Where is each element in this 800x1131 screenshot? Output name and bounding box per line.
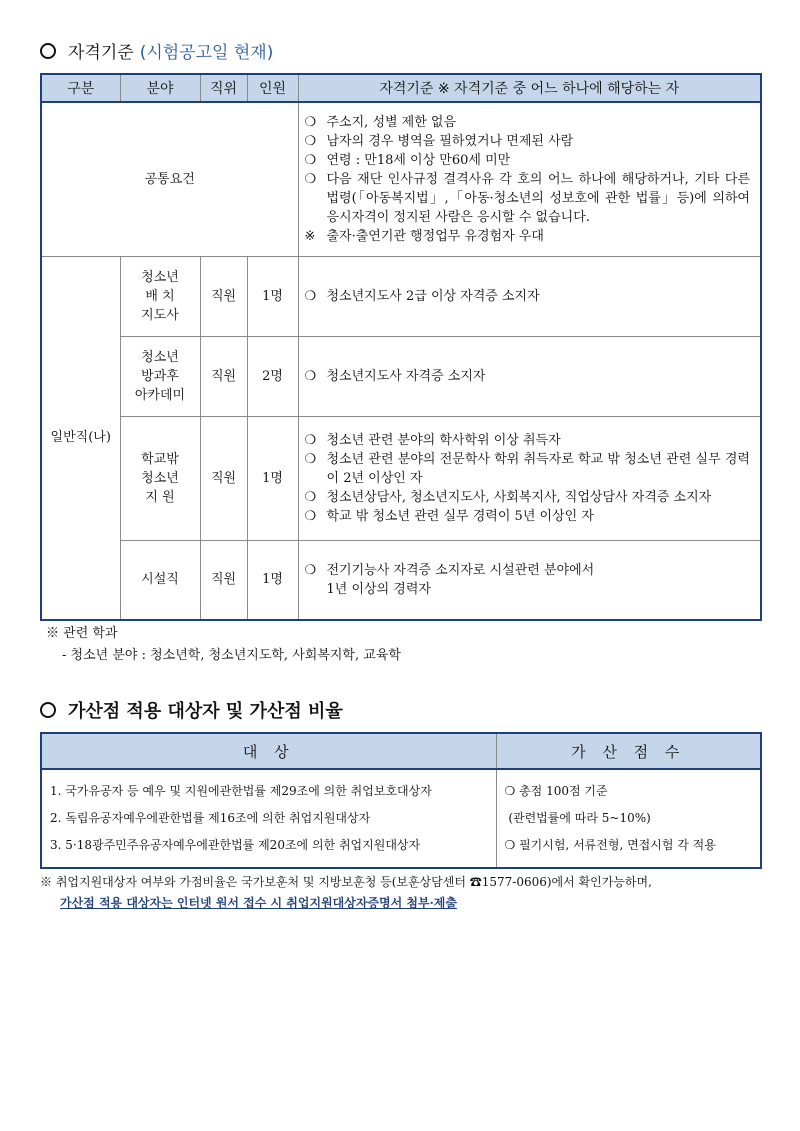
header-headcount: 인원 xyxy=(247,74,298,102)
bonus-points-table xyxy=(40,732,762,869)
table-row xyxy=(41,256,761,336)
field-cell: 청소년 배 치 지도사 xyxy=(120,256,200,336)
list-item: ❍ 청소년지도사 자격증 소지자 xyxy=(304,368,486,384)
table-row xyxy=(41,769,761,868)
section-title-text: 자격기준 xyxy=(68,43,134,63)
header-points: 가 산 점 수 xyxy=(496,733,761,769)
common-requirements xyxy=(298,102,761,256)
list-item: ❍ 학교 밖 청소년 관련 실무 경력이 5년 이상인 자 xyxy=(304,508,594,524)
position-cell: 직원 xyxy=(200,416,247,540)
table-row xyxy=(41,336,761,416)
count-cell: 1명 xyxy=(247,416,298,540)
requirement-cell xyxy=(298,416,761,540)
header-category: 구분 xyxy=(41,74,120,102)
list-item: ❍ 남자의 경우 병역을 필하였거나 면제된 사람 xyxy=(304,133,574,149)
header-field: 분야 xyxy=(120,74,200,102)
table-row xyxy=(41,416,761,540)
qualification-table xyxy=(40,73,762,621)
common-label: 공통요건 xyxy=(41,102,298,256)
table-header-row xyxy=(41,74,761,102)
field-cell: 시설직 xyxy=(120,540,200,620)
count-cell: 1명 xyxy=(247,540,298,620)
footer-note: ※ 취업지원대상자 여부와 가점비율은 국가보훈처 및 지방보훈청 등(보훈상담센터 ☎1577-0606)에서 확인가능하며, xyxy=(40,875,652,889)
field-cell: 청소년 방과후 아카데미 xyxy=(120,336,200,416)
list-item: ❍ 필기시험, 서류전형, 면접시험 각 적용 xyxy=(504,838,716,852)
list-item: ❍ 청소년상담사, 청소년지도사, 사회복지사, 직업상담사 자격증 소지자 xyxy=(304,489,712,505)
list-item: ❍ 청소년지도사 2급 이상 자격증 소지자 xyxy=(304,288,540,304)
table-row xyxy=(41,540,761,620)
table-row-common xyxy=(41,102,761,256)
list-item: ※ 출자·출연기관 행정업무 유경험자 우대 xyxy=(304,228,544,244)
header-qualification: 자격기준 ※ 자격기준 중 어느 하나에 해당하는 자 xyxy=(298,74,761,102)
list-item: (관련법률에 따라 5~10%) xyxy=(504,811,651,825)
count-cell: 2명 xyxy=(247,336,298,416)
section-qualification-title xyxy=(40,38,273,63)
position-cell: 직원 xyxy=(200,256,247,336)
list-item: ❍ 청소년 관련 분야의 학사학위 이상 취득자 xyxy=(304,432,561,448)
list-item: 1. 국가유공자 등 예우 및 지원에관한법률 제29조에 의한 취업보호대상자 xyxy=(50,784,432,798)
header-target: 대 상 xyxy=(41,733,496,769)
category-general: 일반직(나) xyxy=(41,256,120,620)
section-bonus-title xyxy=(40,697,343,723)
list-item: ❍ 연령 : 만18세 이상 만60세 미만 xyxy=(304,152,511,168)
list-item: 2. 독립유공자예우에관한법률 제16조에 의한 취업지원대상자 xyxy=(50,811,371,825)
header-position: 직위 xyxy=(200,74,247,102)
list-item: ❍ 청소년 관련 분야의 전문학사 학위 취득자로 학교 밖 청소년 관련 실무 경력이 2년 이상인 자 xyxy=(304,451,750,486)
circle-bullet-icon xyxy=(40,702,56,718)
list-item: ❍ 전기기능사 자격증 소지자로 시설관련 분야에서 1년 이상의 경력자 xyxy=(304,562,595,597)
table-header-row xyxy=(41,733,761,769)
requirement-cell xyxy=(298,256,761,336)
list-item: 3. 5·18광주민주유공자예우에관한법률 제20조에 의한 취업지원대상자 xyxy=(50,838,421,852)
related-majors-list: - 청소년 분야 : 청소년학, 청소년지도학, 사회복지학, 교육학 xyxy=(62,648,401,663)
section-subtitle: (시험공고일 현재) xyxy=(139,43,274,63)
list-item: ❍ 총점 100점 기준 xyxy=(504,784,608,798)
field-cell: 학교밖 청소년 지 원 xyxy=(120,416,200,540)
requirement-cell xyxy=(298,336,761,416)
list-item: ❍ 다음 재단 인사규정 결격사유 각 호의 어느 하나에 해당하거나, 기타 다른 법령(「아동복지법」,「아동·청소년의 성보호에 관한 법률」등)에 의하여 응시자격이 정지된 사람은 응시할 수 없습니다. xyxy=(304,171,750,225)
list-item: ❍ 주소지, 성별 제한 없음 xyxy=(304,114,457,130)
position-cell: 직원 xyxy=(200,540,247,620)
target-cell xyxy=(41,769,496,868)
related-majors-note: ※ 관련 학과 xyxy=(46,626,118,641)
position-cell: 직원 xyxy=(200,336,247,416)
circle-bullet-icon xyxy=(40,43,56,59)
footer-highlight-note: 가산점 적용 대상자는 인터넷 원서 접수 시 취업지원대상자증명서 첨부·제출 xyxy=(60,896,457,910)
count-cell: 1명 xyxy=(247,256,298,336)
requirement-cell xyxy=(298,540,761,620)
points-cell xyxy=(496,769,761,868)
section-title-text: 가산점 적용 대상자 및 가산점 비율 xyxy=(68,701,343,722)
